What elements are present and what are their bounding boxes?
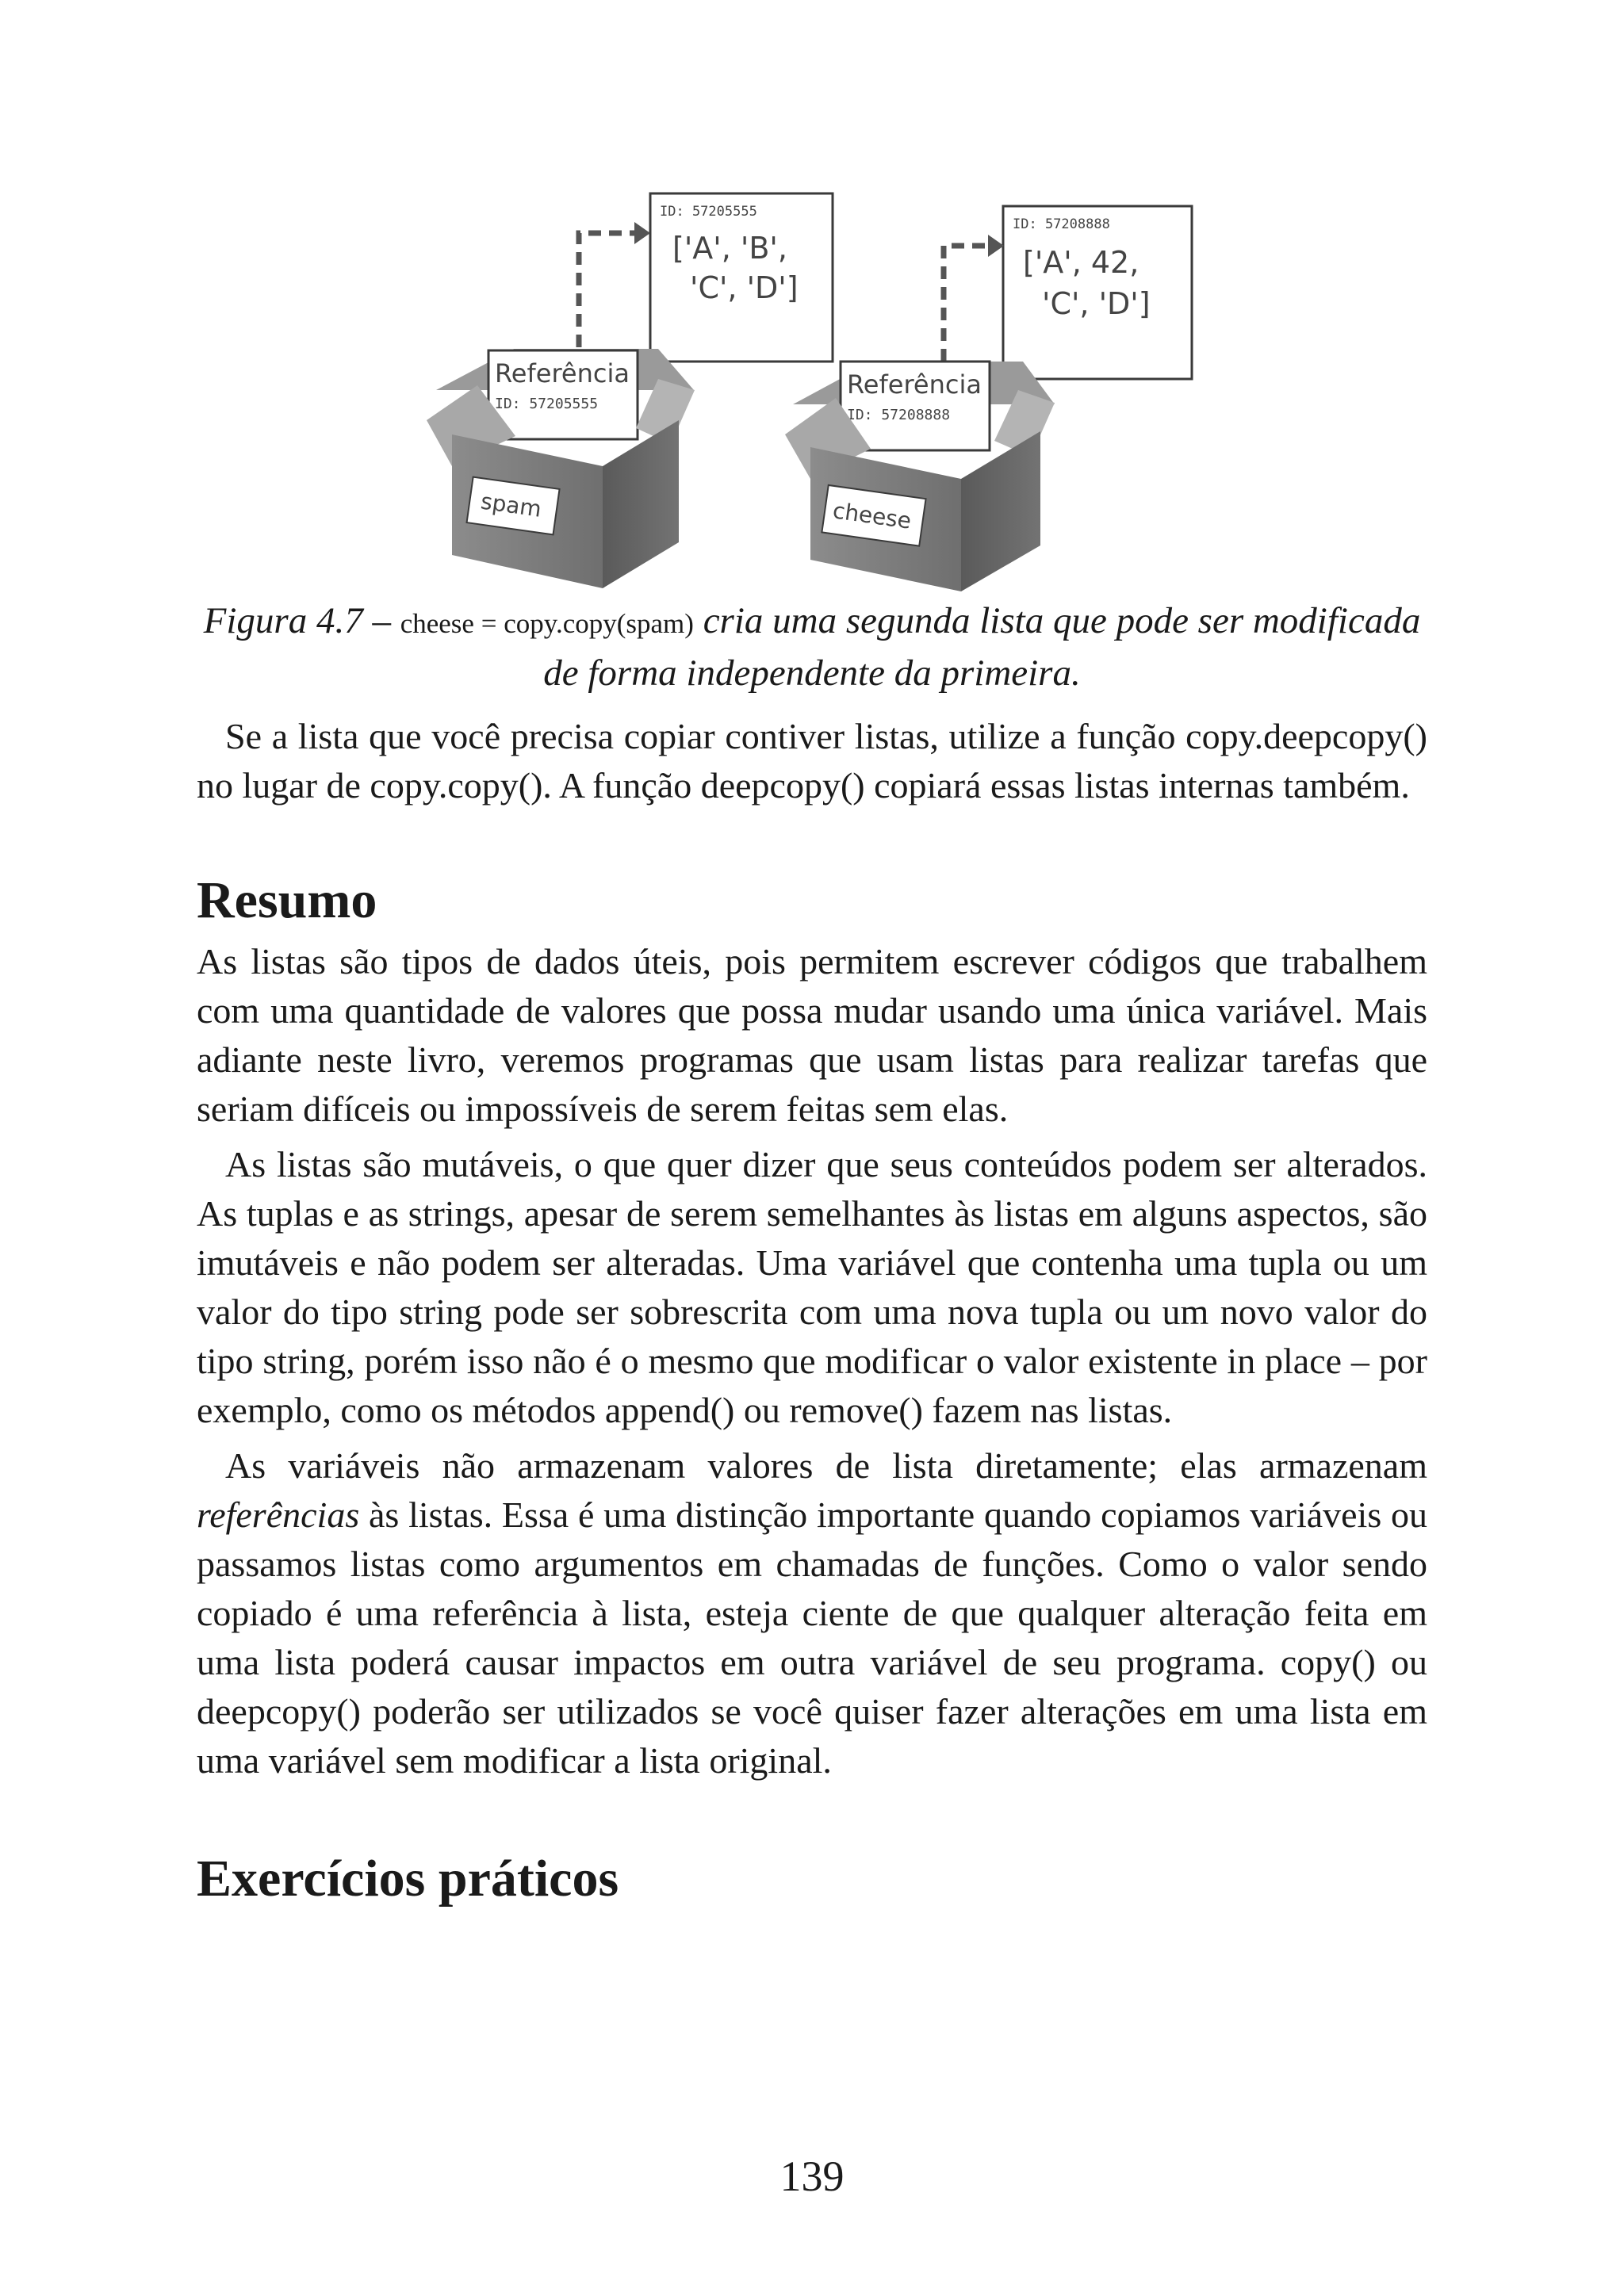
cheese-arrow bbox=[944, 246, 990, 362]
spam-arrow bbox=[579, 233, 636, 347]
spam-arrow-head bbox=[634, 222, 650, 244]
caption-code: cheese = copy.copy(spam) bbox=[400, 608, 694, 639]
paragraph-resumo-3 bbox=[197, 1441, 1427, 1785]
caption-prefix: Figura 4.7 – bbox=[203, 600, 400, 641]
paragraph-resumo-1: As listas são tipos de dados úteis, pois permitem escrever códigos que trabalhem com uma quantidade de valores que possa mudar usando uma única variável. Mais adiante neste livro, veremos programas que usam listas para realizar tarefas que seriam difíceis ou impossíveis de serem feitas sem elas. bbox=[197, 941, 1427, 1129]
cheese-target-line1: ['A', 42, bbox=[1023, 245, 1139, 280]
paragraph-deepcopy: Se a lista que você precisa copiar contiver listas, utilize a função copy.deepcopy() no lugar de copy.copy(). A função deepcopy() copiará essas listas internas também. bbox=[197, 716, 1427, 806]
heading-exercicios: Exercícios práticos bbox=[197, 1850, 619, 1908]
caption-text: cria uma segunda lista que pode ser modificada de forma independente da primeira. bbox=[543, 600, 1421, 694]
spam-label: spam bbox=[479, 488, 543, 522]
spam-target-line1: ['A', 'B', bbox=[672, 231, 787, 266]
figure-reference-boxes bbox=[420, 182, 1213, 595]
page-number: 139 bbox=[779, 2152, 845, 2200]
spam-target-line2: 'C', 'D'] bbox=[690, 270, 799, 305]
cheese-target-id: ID: 57208888 bbox=[1013, 216, 1110, 232]
cheese-label: cheese bbox=[831, 497, 914, 534]
spam-reference-title: Referência bbox=[495, 358, 630, 388]
paragraph-resumo-3-emphasis: referências bbox=[197, 1494, 360, 1535]
heading-resumo: Resumo bbox=[197, 871, 377, 929]
spam-reference-group bbox=[427, 193, 833, 588]
figure-caption bbox=[198, 596, 1426, 698]
paragraph-resumo-2: As listas são mutáveis, o que quer dizer que seus conteúdos podem ser alterados. As tuplas e as strings, apesar de serem semelhantes às listas em alguns aspectos, são imutáveis e não podem ser alteradas. Uma variável que contenha uma tupla ou um valor do tipo string pode ser sobrescrita com uma nova tupla ou um novo valor do tipo string, porém isso não é o mesmo que modificar o valor existente in place – por exemplo, como os métodos append() ou remove() fazem nas listas. bbox=[197, 1144, 1427, 1430]
paragraph-resumo-3-end: às listas. Essa é uma distinção importante quando copiamos variáveis ou passamos listas como argumentos em chamadas de funções. Como o valor sendo copiado é uma referência à lista, esteja ciente de que qualquer alteração feita em uma lista poderá causar impactos em outra variável de seu programa. copy() ou deepcopy() poderão ser utilizados se você quiser fazer alterações em uma lista em uma variável sem modificar a lista original. bbox=[197, 1494, 1427, 1781]
paragraph-resumo-3-start: As variáveis não armazenam valores de lista diretamente; elas armazenam bbox=[225, 1445, 1427, 1486]
page-content bbox=[197, 712, 1427, 1911]
cheese-reference-group bbox=[785, 206, 1192, 591]
spam-target-id: ID: 57205555 bbox=[660, 204, 757, 220]
cheese-target-line2: 'C', 'D'] bbox=[1042, 286, 1151, 321]
spam-reference-id: ID: 57205555 bbox=[495, 396, 599, 412]
cheese-reference-id: ID: 57208888 bbox=[847, 407, 951, 423]
cheese-reference-title: Referência bbox=[847, 369, 982, 400]
cheese-arrow-head bbox=[988, 235, 1004, 257]
